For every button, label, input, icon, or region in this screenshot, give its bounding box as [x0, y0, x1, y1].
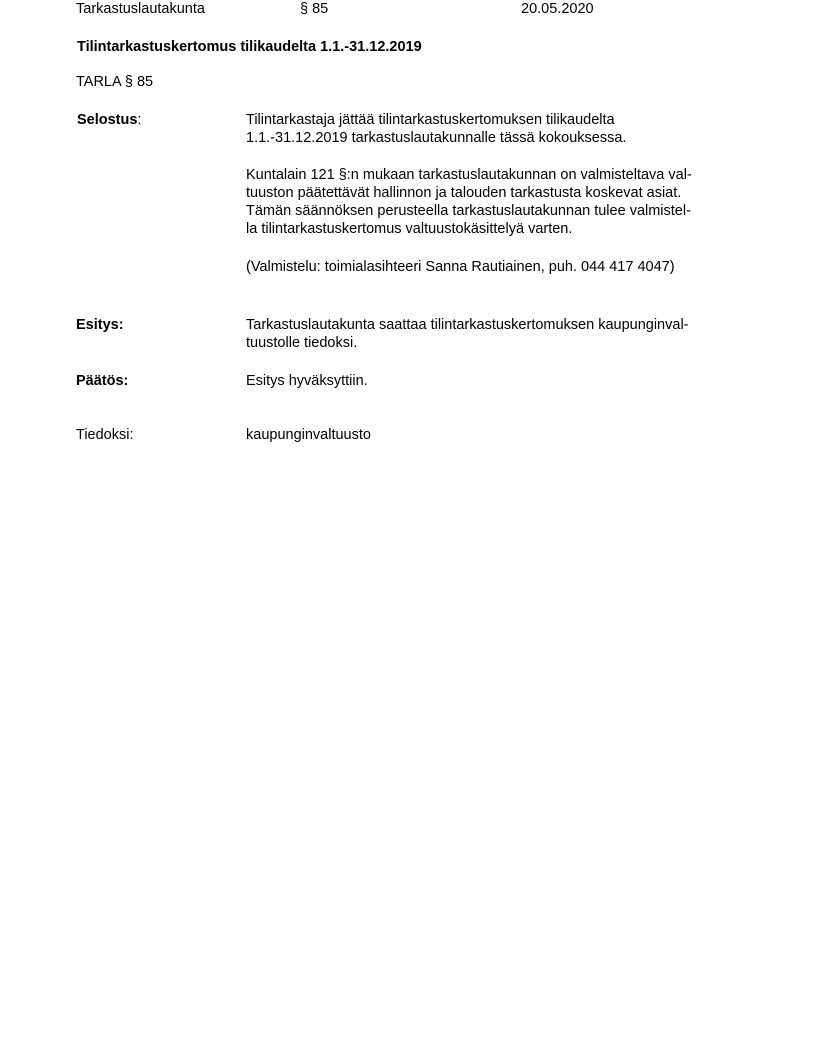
selostus-paragraph-2	[246, 166, 746, 238]
paragraph-line: Tilintarkastaja jättää tilintarkastuskertomuksen tilikaudelta	[246, 112, 615, 128]
selostus-label-text: Selostus	[77, 112, 138, 128]
paragraph-line: 1.1.-31.12.2019 tarkastuslautakunnalle tässä kokouksessa.	[246, 130, 627, 146]
preparer-line: (Valmistelu: toimialasihteeri Sanna Rautiainen, puh. 044 417 4047)	[246, 259, 675, 275]
paragraph-line: Tämän säännöksen perusteella tarkastuslautakunnan tulee valmistel-	[246, 203, 691, 219]
header-committee: Tarkastuslautakunta	[76, 1, 205, 17]
tiedoksi-text: kaupunginvaltuusto	[246, 427, 371, 443]
selostus-label	[77, 111, 141, 129]
esitys-label: Esitys:	[76, 317, 124, 333]
header-date: 20.05.2020	[521, 1, 594, 17]
document-title: Tilintarkastuskertomus tilikaudelta 1.1.-31.12.2019	[77, 39, 422, 55]
paragraph-line: la tilintarkastuskertomus valtuustokäsittelyä varten.	[246, 221, 573, 237]
paragraph-line: Tarkastuslautakunta saattaa tilintarkastuskertomuksen kaupunginval-	[246, 317, 689, 333]
paragraph-line: Kuntalain 121 §:n mukaan tarkastuslautakunnan on valmisteltava val-	[246, 167, 692, 183]
paragraph-line: tuuston päätettävät hallinnon ja talouden tarkastusta koskevat asiat.	[246, 185, 682, 201]
selostus-preparer	[246, 258, 746, 276]
paatos-text: Esitys hyväksyttiin.	[246, 373, 368, 389]
header-section: § 85	[300, 1, 329, 17]
selostus-paragraph-1	[246, 111, 746, 147]
paragraph-line: tuustolle tiedoksi.	[246, 335, 358, 351]
reference: TARLA § 85	[76, 74, 154, 90]
paatos-label: Päätös:	[76, 373, 129, 389]
tiedoksi-label: Tiedoksi:	[76, 427, 134, 443]
selostus-label-colon: :	[137, 112, 142, 128]
esitys-text	[246, 316, 746, 352]
